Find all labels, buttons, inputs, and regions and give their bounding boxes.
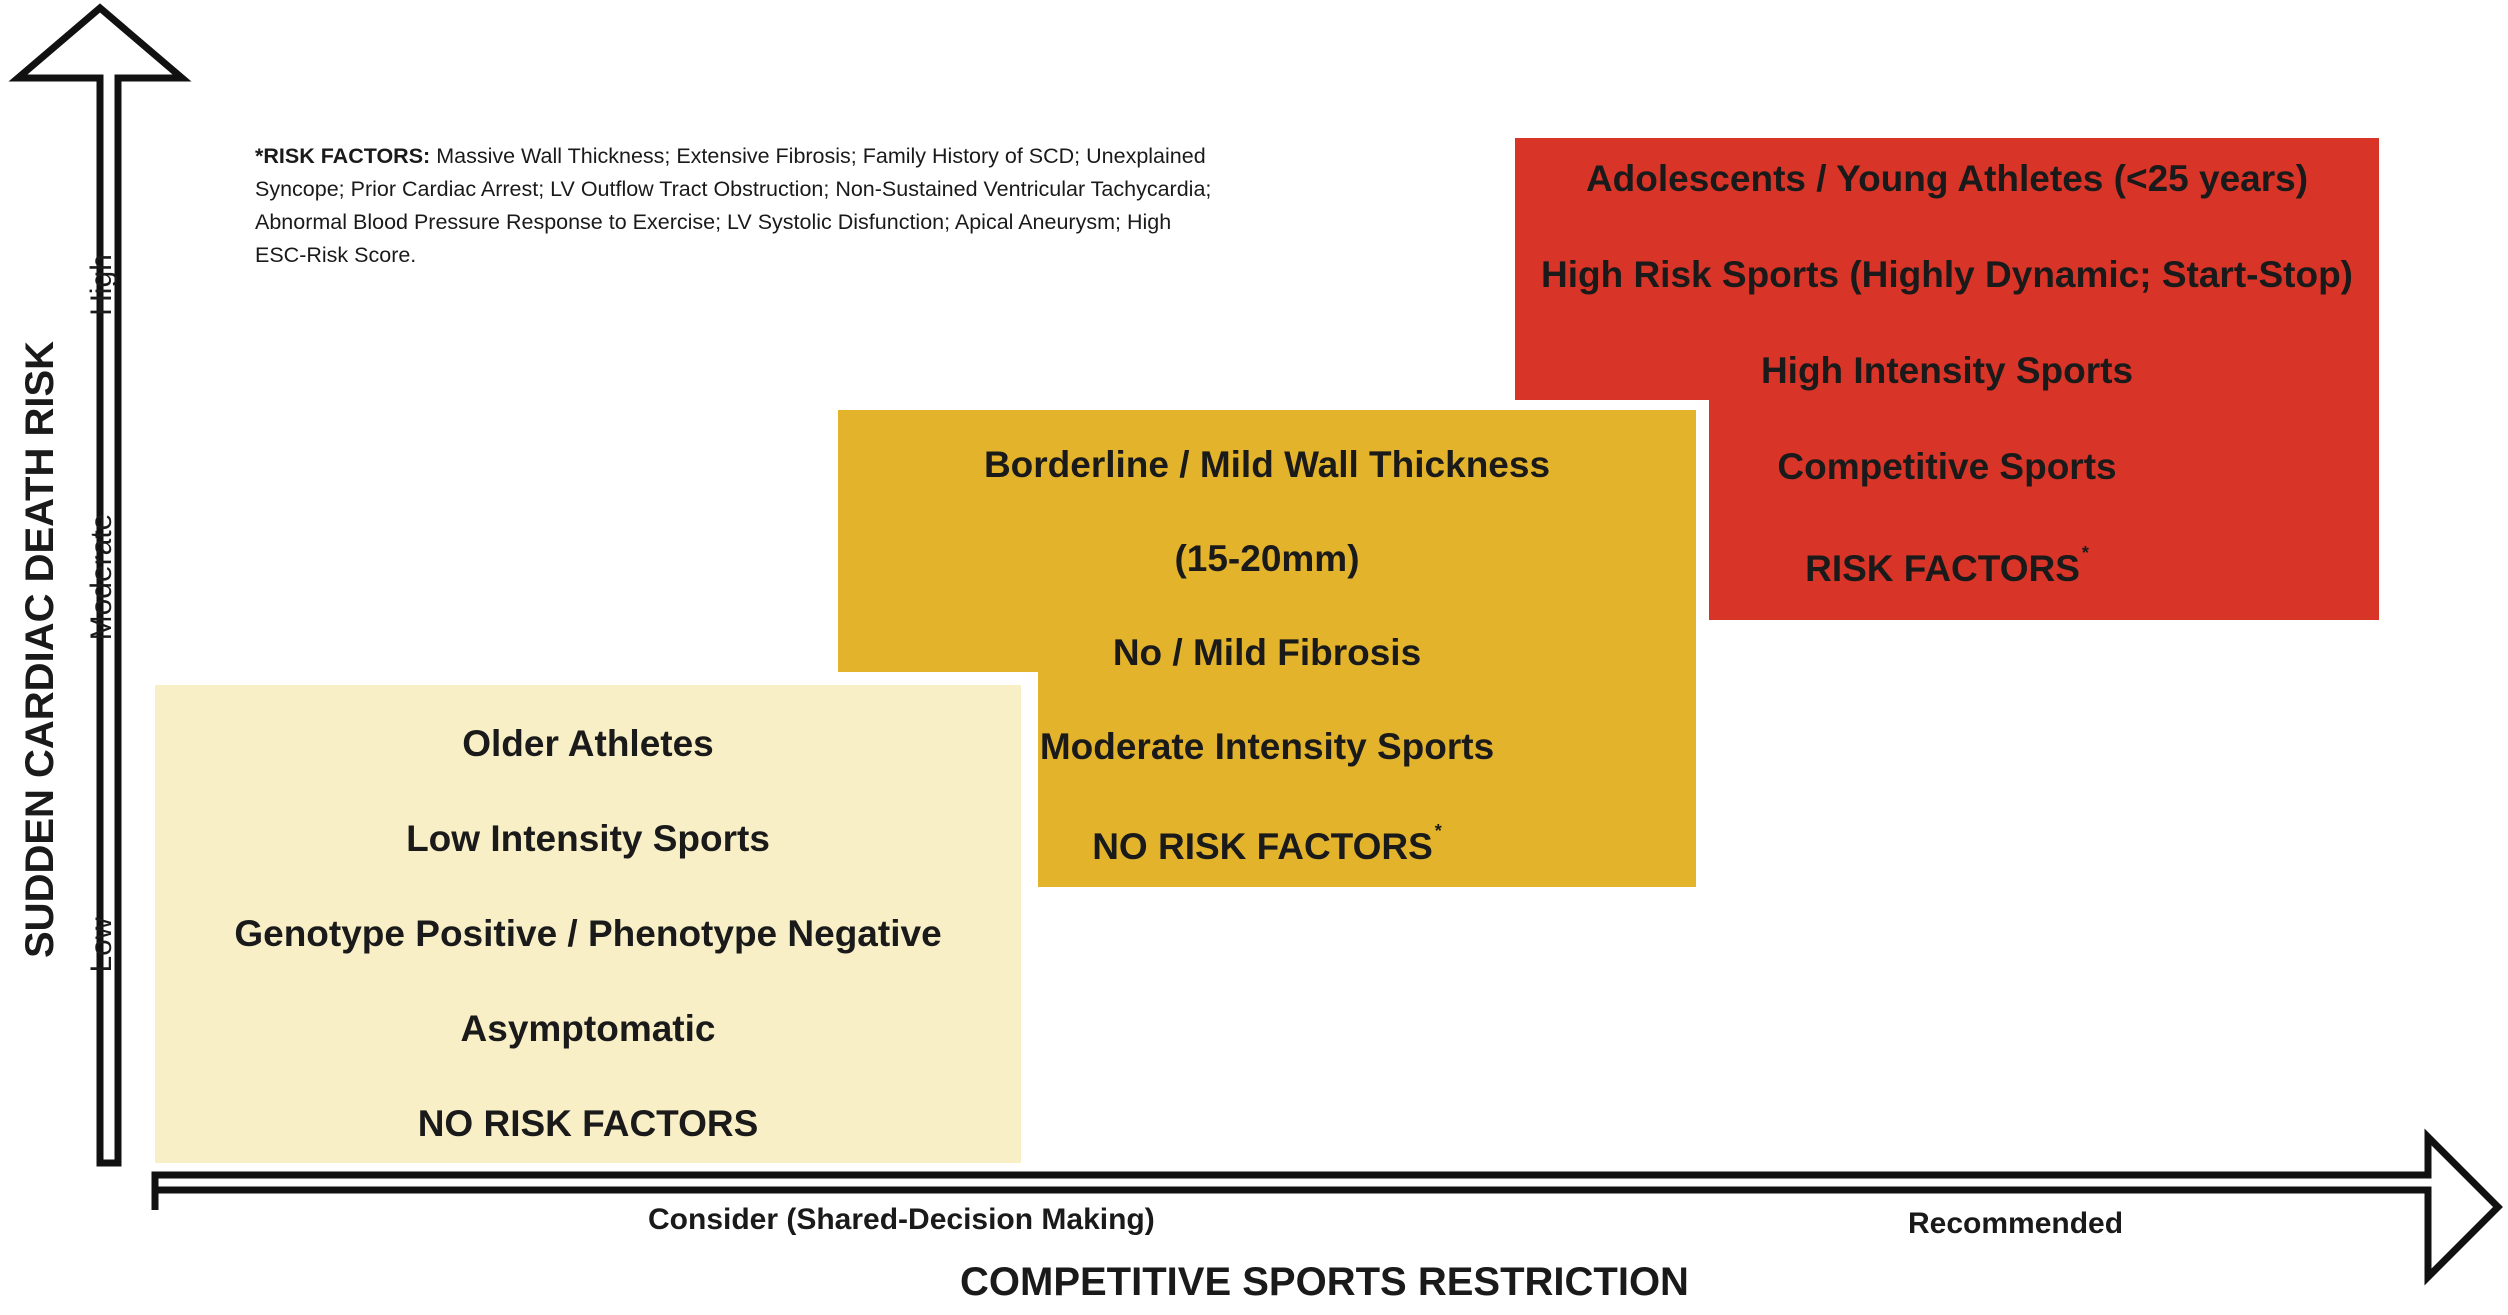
y-tick-low: Low [85, 917, 118, 973]
x-tick-recommended: Recommended [1908, 1207, 2124, 1240]
high-item-4: Competitive Sports [1777, 446, 2117, 487]
moderate-item-1: Borderline / Mild Wall Thickness [983, 444, 1551, 485]
moderate-item-4: Moderate Intensity Sports [1039, 726, 1495, 767]
low-item-4: Asymptomatic [460, 1008, 716, 1049]
high-item-2: High Risk Sports (Highly Dynamic; Start-Stop) [1540, 254, 2353, 295]
low-item-2: Low Intensity Sports [406, 818, 770, 859]
moderate-item-5: NO RISK FACTORS * [1092, 821, 1442, 867]
risk-factors-note: *RISK FACTORS: Massive Wall Thickness; Extensive Fibrosis; Family History of SCD; Unexplained Syncope; Prior Cardiac Arrest; LV Outflow Tract Obstruction; Non-Sustained Ventricular Tachycardia; Abnormal Blood Pressure Response to Exercise; LV Systolic Disfunction; Apical Aneurysm; High ESC-Risk Score. [255, 144, 1212, 267]
low-item-1: Older Athletes [462, 723, 714, 764]
y-tick-moderate: Moderate [85, 513, 118, 641]
x-axis-arrow [155, 1137, 2498, 1277]
high-item-5: RISK FACTORS * [1805, 543, 2089, 589]
y-tick-high: High [85, 254, 118, 316]
high-item-1: Adolescents / Young Athletes (<25 years) [1585, 158, 2309, 199]
x-tick-consider: Consider (Shared-Decision Making) [648, 1203, 1155, 1236]
moderate-item-2: (15-20mm) [1174, 538, 1360, 579]
y-axis-label: SUDDEN CARDIAC DEATH RISK [18, 340, 62, 958]
low-item-5: NO RISK FACTORS [417, 1103, 759, 1144]
asterisk-marker: * [1434, 821, 1442, 841]
low-item-3: Genotype Positive / Phenotype Negative [234, 913, 942, 954]
asterisk-marker: * [2081, 543, 2089, 563]
moderate-item-3: No / Mild Fibrosis [1112, 632, 1422, 673]
high-item-3: High Intensity Sports [1760, 350, 2134, 391]
x-axis-label: COMPETITIVE SPORTS RESTRICTION [960, 1260, 1689, 1304]
